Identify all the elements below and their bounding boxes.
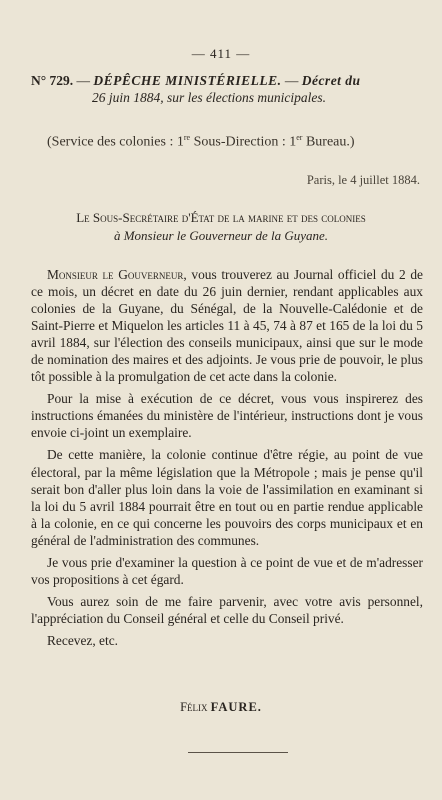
recipient-line: à Monsieur le Gouverneur de la Guyane.	[113, 228, 329, 243]
paragraph-1	[31, 266, 423, 385]
decree-title: DÉPÊCHE MINISTÉRIELLE.	[93, 73, 282, 88]
decree-number: N° 729.	[31, 73, 74, 88]
sender-line	[0, 210, 442, 226]
paragraph-3: De cette manière, la colonie continue d'être régie, au point de vue électoral, par la même législation que la Métropole ; mais je pense qu'il serait bon d'aller plus loin dans la voie de l'assimilation en examinant si la loi du 5 avril 1884 pourrait être en tout ou en partie rendue applicable à la colonie, en ce qui concerne les pouvoirs des corps municipaux et en général de l'administration des communes.	[31, 447, 423, 548]
service-sup-2: er	[296, 133, 303, 142]
decree-subject: sur les élections municipales.	[167, 90, 326, 105]
salutation: Monsieur le Gouverneur,	[47, 267, 187, 282]
paragraph-4: Je vous prie d'examiner la question à ce point de vue et de m'adresser vos propositions à cet égard.	[31, 554, 423, 587]
closing: Recevez, etc.	[47, 632, 118, 648]
dateline: Paris, le 4 juillet 1884.	[306, 173, 420, 187]
sender: Le Sous-Secrétaire d'État de la marine et des colonies	[76, 210, 366, 225]
service-sup-1: re	[183, 133, 191, 142]
decree-date: 26 juin 1884,	[92, 90, 164, 105]
service-open: (Service des colonies : 1	[47, 134, 184, 150]
paragraph-5: Vous aurez soin de me faire parvenir, avec votre avis personnel, l'appréciation du Conseil général et celle du Conseil privé.	[31, 593, 423, 626]
signature-last-name: FAURE.	[210, 700, 262, 714]
paragraph-2: Pour la mise à exécution de ce décret, vous vous inspirerez des instructions émanées du ministère de l'intérieur, instructions dont je vous envoie ci-joint un exemplaire.	[31, 391, 423, 441]
closing-rule	[188, 752, 288, 753]
signature	[0, 700, 442, 715]
header-dash-2: —	[284, 73, 299, 88]
decree-label: Décret du	[301, 73, 361, 88]
signature-first-name: Félix	[180, 700, 208, 714]
service-mid: Sous-Direction : 1	[190, 134, 297, 150]
letter-body	[31, 266, 423, 654]
service-line	[47, 133, 355, 151]
service-close: Bureau.)	[302, 134, 355, 150]
page-number: — 411 —	[191, 46, 251, 61]
decree-header	[31, 73, 421, 89]
paragraph-1-text: vous trouverez au Journal officiel du 2 de ce mois, un décret en date du 26 juin dernier, rendant applicables aux colonies de la Guyane, du Sénégal, de la Nouvelle-Calédonie et de Saint-Pierre et Miquelon les articles 11 à 45, 74 à 87 et 165 de la loi du 5 avril 1884, sur l'élection des conseils municipaux, ainsi que sur le mode de nomination des maires et des adjoints. Je vous prie de pouvoir, le plus tôt possible à la promulgation de cet acte dans la colonie.	[31, 267, 423, 385]
header-dash: —	[76, 73, 91, 88]
decree-subheader	[92, 90, 442, 106]
